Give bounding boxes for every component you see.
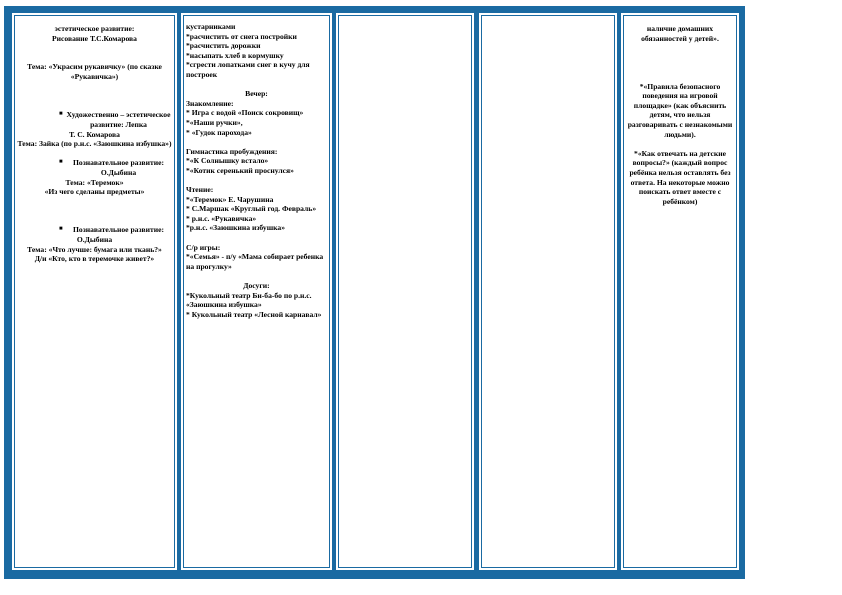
col2-read-4: *р.н.с. «Заюшкина избушка» — [186, 223, 285, 233]
column-5 — [621, 13, 739, 570]
col1-line-1: эстетическое развитие: — [54, 24, 135, 33]
col1-line-2: Рисование Т.С.Комарова — [52, 33, 137, 43]
column-1 — [12, 13, 177, 570]
col2-leisure-1: *Кукольный театр Би-ба-бо по р.н.с. «Заюшкина избушка» — [186, 290, 312, 310]
col1-bullet-1 — [17, 110, 172, 129]
col2-role-head: С/р игры: — [186, 242, 221, 252]
col2-line-3: *расчистить дорожки — [186, 41, 261, 51]
col5-consult-1: *«Правила безопасного поведения на игровой площадке» (как объяснить детям, что нельзя разговаривать с незнакомыми людьми). — [627, 81, 733, 139]
column-2 — [181, 13, 332, 570]
col2-read-3: * р.н.с. «Рукавичка» — [186, 213, 257, 223]
col1-b1-author: Т. С. Комарова — [69, 129, 120, 139]
col1-b2-theme: Тема: «Теремок» — [65, 177, 124, 187]
col5-line-1: наличие домашних обязанностей у детей». — [641, 24, 719, 43]
col1-b3-author: О.Дыбина — [76, 235, 113, 245]
col2-gym-head: Гимнастика пробуждения: — [186, 146, 278, 156]
bullet-icon: ■ — [59, 111, 63, 118]
column-4 — [479, 13, 617, 570]
col2-play-1: * Игра с водой «Поиск сокровищ» — [186, 108, 304, 118]
col2-play-2: *«Наши ручки», — [186, 117, 243, 127]
column-1-text — [12, 13, 177, 264]
column-2-text — [181, 13, 332, 319]
col1-b2-sub: «Из чего сделаны предметы» — [44, 187, 145, 197]
col2-role-1: *«Семья» - п/у «Мама собирает ребенка на прогулку» — [186, 252, 324, 271]
col2-evening: Вечер: — [245, 89, 268, 99]
col1-b1-head: Художественно – эстетическое развитие: Лепка — [66, 110, 171, 129]
col2-read-2: * С.Маршак «Круглый год. Февраль» — [186, 204, 317, 214]
col1-b3-head: Познавательное развитие: — [73, 225, 164, 235]
col1-b1-theme: Тема: Зайка (по р.н.с. «Заюшкина избушка») — [17, 139, 172, 149]
col2-play-head: Знакомление: — [186, 98, 234, 108]
column-3 — [336, 13, 474, 570]
column-5-text — [621, 13, 739, 206]
col1-bullet-3 — [17, 225, 172, 235]
bullet-icon: ■ — [59, 159, 63, 166]
bullet-icon: ■ — [59, 226, 63, 233]
col2-read-head: Чтение: — [186, 185, 214, 195]
col2-read-1: *«Теремок» Е. Чарушина — [186, 194, 274, 204]
col2-line-1: кустарниками — [186, 22, 236, 31]
col1-b2-head: Познавательное развитие: О.Дыбина — [73, 158, 164, 177]
col2-play-3: * «Гудок парохода» — [186, 127, 252, 137]
col1-theme-1: Тема: «Украсим рукавичку» (по сказке «Рукавичка») — [27, 62, 162, 81]
col2-gym-2: *«Котик серенький проснулся» — [186, 165, 294, 175]
col2-leisure-head: Досуги: — [243, 281, 270, 291]
col2-leisure-2: * Кукольный театр «Лесной карнавал» — [186, 309, 322, 319]
col1-b3-game: Д/и «Кто, кто в теремочке живет?» — [34, 254, 155, 264]
col5-consult-2: *«Как отвечать на детские вопросы?» (каждый вопрос ребёнка нельзя оставлять без ответа. На некоторые можно поискать ответ вместе с ребёнком) — [629, 148, 731, 206]
col2-line-4: *насыпать хлеб в кормушку — [186, 50, 284, 60]
col2-line-5: *сгрести лопатками снег в кучу для построек — [186, 60, 310, 79]
col1-b3-theme: Тема: «Что лучше: бумага или ткань?» — [27, 244, 162, 254]
col2-line-2: *расчистить от снега постройки — [186, 31, 297, 41]
col1-bullet-2 — [17, 158, 172, 177]
tri-fold-frame — [4, 6, 745, 579]
col2-gym-1: *«К Солнышку встало» — [186, 156, 269, 166]
